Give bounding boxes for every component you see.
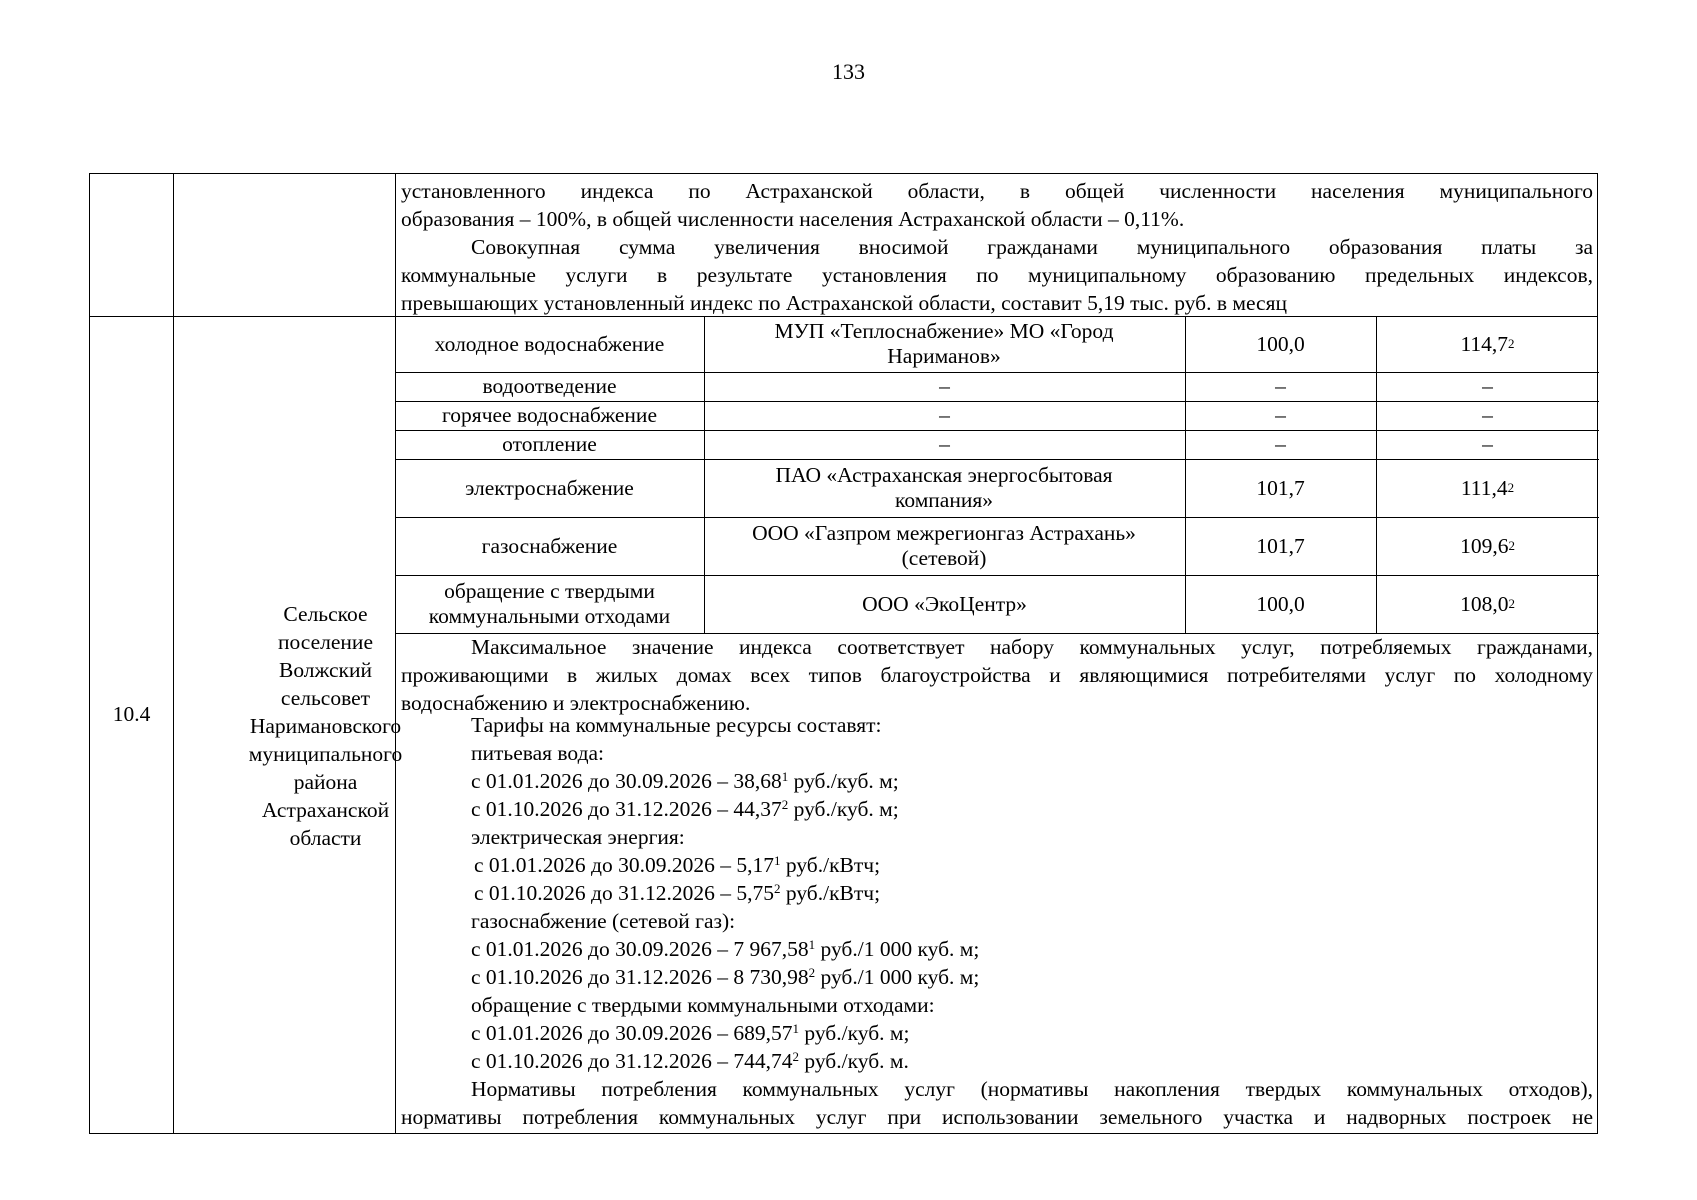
index-max-cell: –: [1482, 432, 1493, 456]
tariff-line: с 01.01.2026 до 30.09.2026 – 38,68$^1$ руб./куб. м;: [471, 769, 899, 793]
service-cell: холодное водоснабжение: [434, 331, 665, 356]
provider-cell: МУП «Теплоснабжение» МО «Город Нариманов»: [774, 319, 1114, 368]
text-line: проживающими в жилых домах всех типов благоустройства и являющимися потребителями услуг по холодному: [401, 663, 1593, 687]
tariff-line: с 01.10.2026 до 31.12.2026 – 44,37$^2$ руб./куб. м;: [471, 797, 899, 821]
index-cell: 100,0: [1256, 591, 1305, 616]
provider-cell: ООО «ЭкоЦентр»: [862, 591, 1027, 616]
index-cell: 101,7: [1256, 533, 1305, 558]
provider-cell: –: [939, 432, 950, 456]
tariff-line: с 01.10.2026 до 31.12.2026 – 5,75$^2$ руб./кВтч;: [474, 881, 881, 905]
text-line: установленного индекса по Астраханской области, в общей численности населения муниципального: [401, 179, 1593, 203]
max-index-paragraph: [401, 633, 1593, 717]
text-line: образования – 100%, в общей численности населения Астраханской области – 0,11%.: [401, 207, 1185, 231]
service-cell: газоснабжение: [481, 533, 618, 558]
provider-cell: –: [939, 374, 950, 398]
index-cell: –: [1275, 403, 1286, 427]
tariff-line: с 01.01.2026 до 30.09.2026 – 689,57$^1$ руб./куб. м;: [471, 1021, 910, 1045]
text-line: Нормативы потребления коммунальных услуг (нормативы накопления твердых коммунальных отходов),: [471, 1077, 1593, 1101]
tariff-line: с 01.10.2026 до 31.12.2026 – 8 730,98$^2$ руб./1 000 куб. м;: [471, 965, 980, 989]
index-max-cell: 109,6 2: [1460, 533, 1515, 558]
provider-cell: ПАО «Астраханская энергосбытовая компания»: [775, 463, 1113, 512]
service-cell: отопление: [502, 432, 597, 456]
index-max-cell: 108,0 2: [1460, 591, 1515, 616]
provider-cell: –: [939, 403, 950, 427]
tariff-label: питьевая вода:: [471, 741, 605, 765]
tariff-line: с 01.10.2026 до 31.12.2026 – 744,74$^2$ руб./куб. м.: [471, 1049, 909, 1073]
norms-paragraph: [401, 1075, 1593, 1131]
text-line: Максимальное значение индекса соответствует набору коммунальных услуг, потребляемых гражданами,: [471, 635, 1593, 659]
tariffs-intro: Тарифы на коммунальные ресурсы составят:: [471, 713, 882, 737]
tariff-line: с 01.01.2026 до 30.09.2026 – 7 967,58$^1$ руб./1 000 куб. м;: [471, 937, 980, 961]
index-max-cell: –: [1482, 403, 1493, 427]
index-max-cell: –: [1482, 374, 1493, 398]
top-paragraph: [401, 177, 1593, 317]
service-cell: горячее водоснабжение: [442, 403, 657, 427]
index-max-cell: 114,7 2: [1460, 331, 1515, 356]
provider-cell: ООО «Газпром межрегионгаз Астрахань» (сетевой): [752, 521, 1136, 570]
tariffs-list: [471, 711, 1591, 1075]
index-cell: 100,0: [1256, 331, 1305, 356]
services-table: [395, 316, 1599, 634]
index-cell: –: [1275, 374, 1286, 398]
row-number: 10.4: [112, 702, 151, 726]
text-line: Совокупная сумма увеличения вносимой гражданами муниципального образования платы за: [471, 235, 1593, 259]
tariff-line: с 01.01.2026 до 30.09.2026 – 5,17$^1$ руб./кВтч;: [474, 853, 881, 877]
tariff-label: газоснабжение (сетевой газ):: [471, 909, 736, 933]
index-cell: –: [1275, 432, 1286, 456]
page-number: 133: [832, 59, 865, 84]
index-max-cell: 111,4 2: [1460, 475, 1515, 500]
tariff-table: [89, 173, 1598, 1134]
text-line: превышающих установленный индекс по Астраханской области, составит 5,19 тыс. руб. в месяц: [401, 291, 1287, 315]
text-line: водоснабжению и электроснабжению.: [401, 691, 751, 715]
service-cell: водоотведение: [482, 374, 617, 398]
service-cell: обращение с твердыми коммунальными отходами: [428, 579, 671, 628]
service-cell: электроснабжение: [465, 475, 634, 500]
text-line: коммунальные услуги в результате установления по муниципальному образованию предельных индексов,: [401, 263, 1593, 287]
municipality-name: Сельское поселение Волжский сельсовет Наримановского муниципального района Астраханской области: [248, 602, 403, 850]
index-cell: 101,7: [1256, 475, 1305, 500]
tariff-label: электрическая энергия:: [471, 825, 685, 849]
tariff-label: обращение с твердыми коммунальными отходами:: [471, 993, 935, 1017]
text-line: нормативы потребления коммунальных услуг при использовании земельного участка и надворных построек не: [401, 1105, 1593, 1129]
